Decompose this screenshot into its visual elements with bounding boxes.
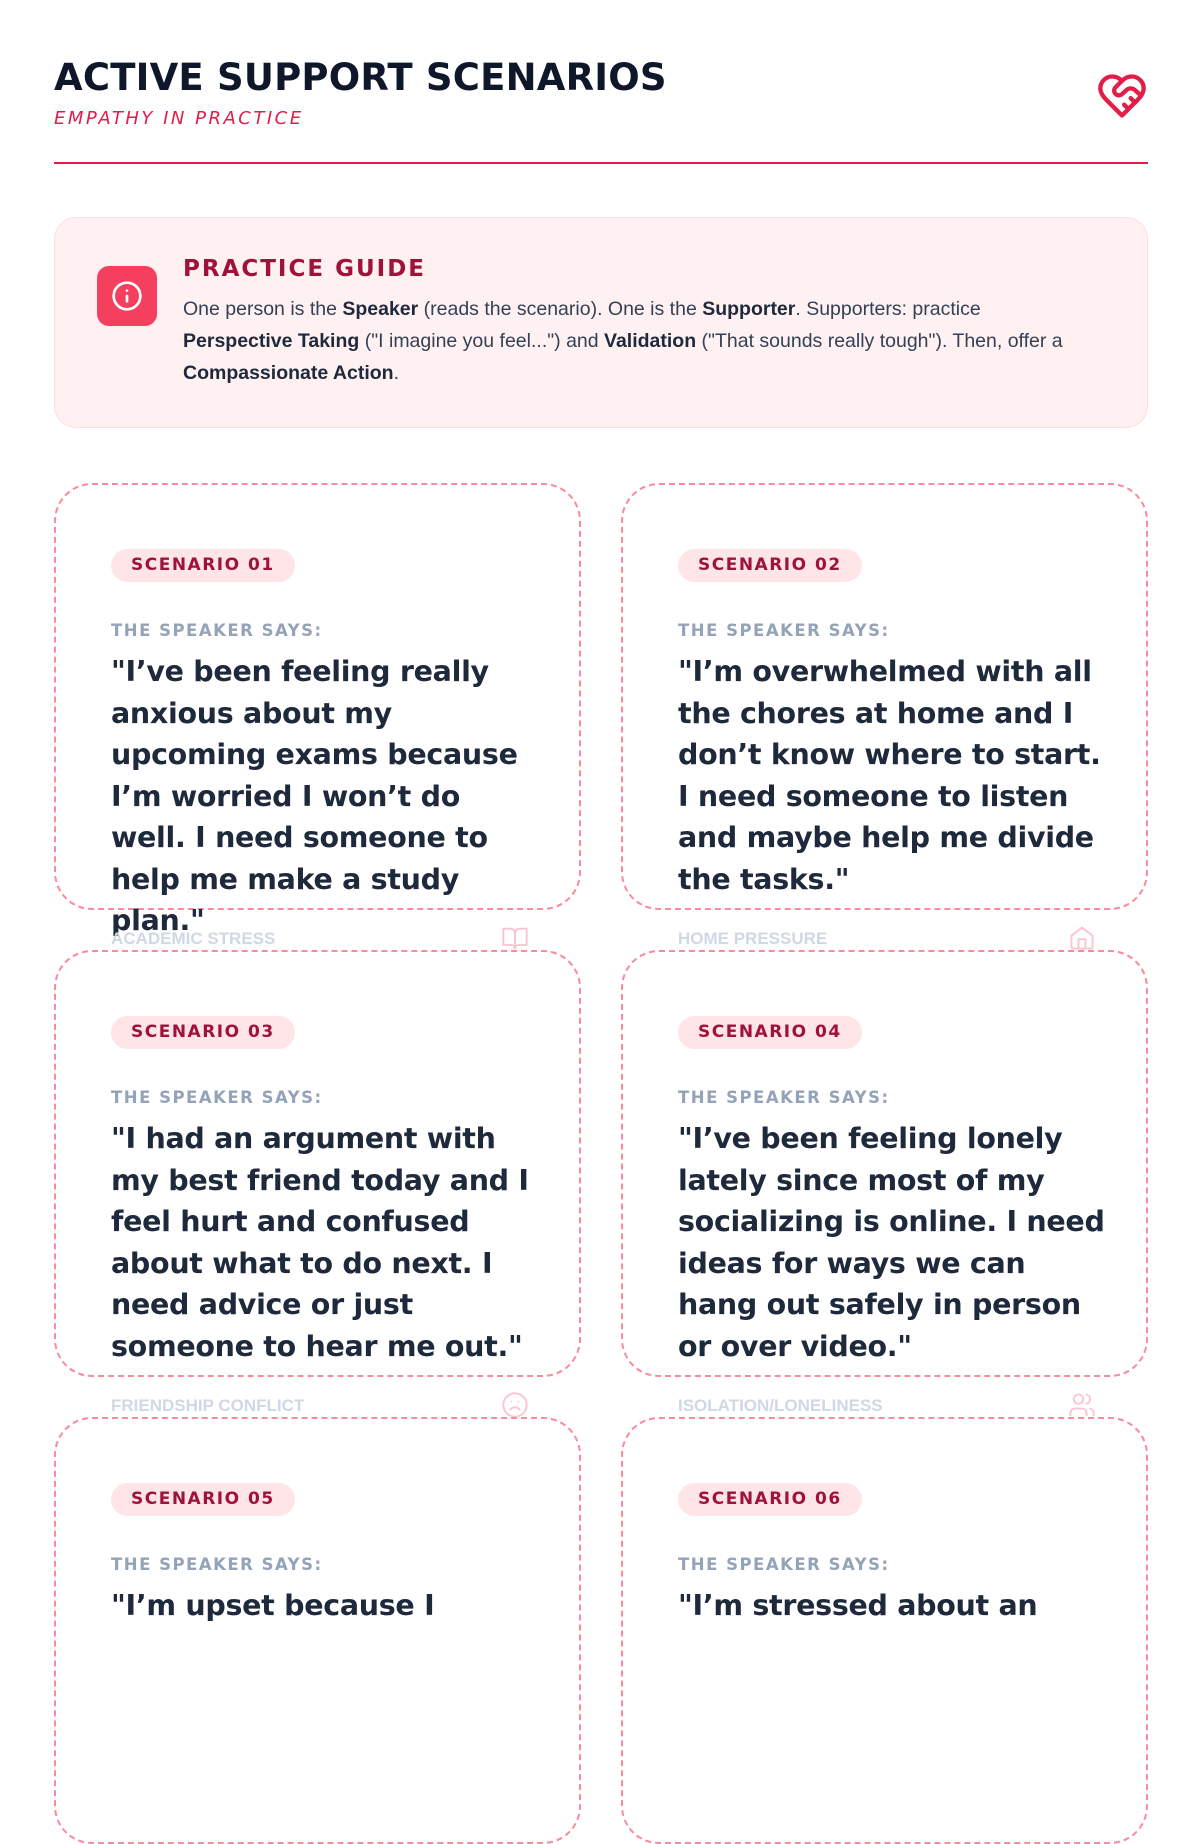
practice-guide-panel xyxy=(54,217,1148,428)
scenario-quote: "I had an argument with my best friend today and I feel hurt and confused about what to do next. I need advice or just someone to hear me out." xyxy=(111,1122,529,1363)
heart-handshake-icon xyxy=(1096,70,1148,122)
scenario-category: HOME PRESSURE xyxy=(678,929,828,948)
scenario-category: ACADEMIC STRESS xyxy=(111,929,276,948)
page-title: ACTIVE SUPPORT SCENARIOS xyxy=(54,56,667,99)
speaker-term: Speaker xyxy=(342,298,419,320)
home-icon xyxy=(1068,924,1096,952)
speaker-label: THE SPEAKER SAYS: xyxy=(111,1088,323,1107)
scenario-category: FRIENDSHIP CONFLICT xyxy=(111,1396,305,1415)
page-subtitle: EMPATHY IN PRACTICE xyxy=(54,108,304,129)
scenario-quote: "I’ve been feeling really anxious about my upcoming exams because I’m worried I won’t do well. I need someone to help me make a study plan." xyxy=(111,655,518,937)
perspective-term: Perspective Taking xyxy=(183,330,360,352)
book-open-icon xyxy=(501,924,529,952)
scenario-card xyxy=(54,1417,581,1844)
scenario-card xyxy=(621,1417,1148,1844)
speaker-label: THE SPEAKER SAYS: xyxy=(111,621,323,640)
scenario-badge: SCENARIO 03 xyxy=(111,1016,295,1049)
info-icon xyxy=(97,266,157,326)
supporter-term: Supporter xyxy=(702,298,796,320)
scenario-badge: SCENARIO 02 xyxy=(678,549,862,582)
speaker-label: THE SPEAKER SAYS: xyxy=(111,1555,323,1574)
practice-guide-text: One person is the Speaker (reads the scenario). One is the Supporter. Supporters: practice Perspective Taking ("I imagine you feel...") and Validation ("That sounds really tough"). Then, offer a Compassionate Action. xyxy=(183,298,1063,384)
scenario-badge: SCENARIO 01 xyxy=(111,549,295,582)
validation-term: Validation xyxy=(604,330,697,352)
scenario-quote: "I’m stressed about an xyxy=(678,1589,1038,1622)
scenario-badge: SCENARIO 06 xyxy=(678,1483,862,1516)
scenario-category: ISOLATION/LONELINESS xyxy=(678,1396,883,1415)
users-icon xyxy=(1068,1391,1096,1419)
page-header xyxy=(54,56,1148,164)
scenario-quote: "I’ve been feeling lonely lately since most of my socializing is online. I need ideas for ways we can hang out safely in person or over video." xyxy=(678,1122,1105,1363)
scenario-badge: SCENARIO 04 xyxy=(678,1016,862,1049)
scenario-badge: SCENARIO 05 xyxy=(111,1483,295,1516)
scenario-quote: "I’m overwhelmed with all the chores at home and I don’t know where to start. I need someone to listen and maybe help me divide the tasks." xyxy=(678,655,1101,896)
sad-face-icon xyxy=(501,1391,529,1419)
scenario-card xyxy=(621,950,1148,1377)
scenario-card xyxy=(54,950,581,1377)
practice-guide-title: PRACTICE GUIDE xyxy=(183,256,427,282)
speaker-label: THE SPEAKER SAYS: xyxy=(678,1088,890,1107)
scenario-card xyxy=(621,483,1148,910)
action-term: Compassionate Action xyxy=(183,362,394,384)
scenario-quote: "I’m upset because I xyxy=(111,1589,435,1622)
scenario-card xyxy=(54,483,581,937)
speaker-label: THE SPEAKER SAYS: xyxy=(678,1555,890,1574)
speaker-label: THE SPEAKER SAYS: xyxy=(678,621,890,640)
